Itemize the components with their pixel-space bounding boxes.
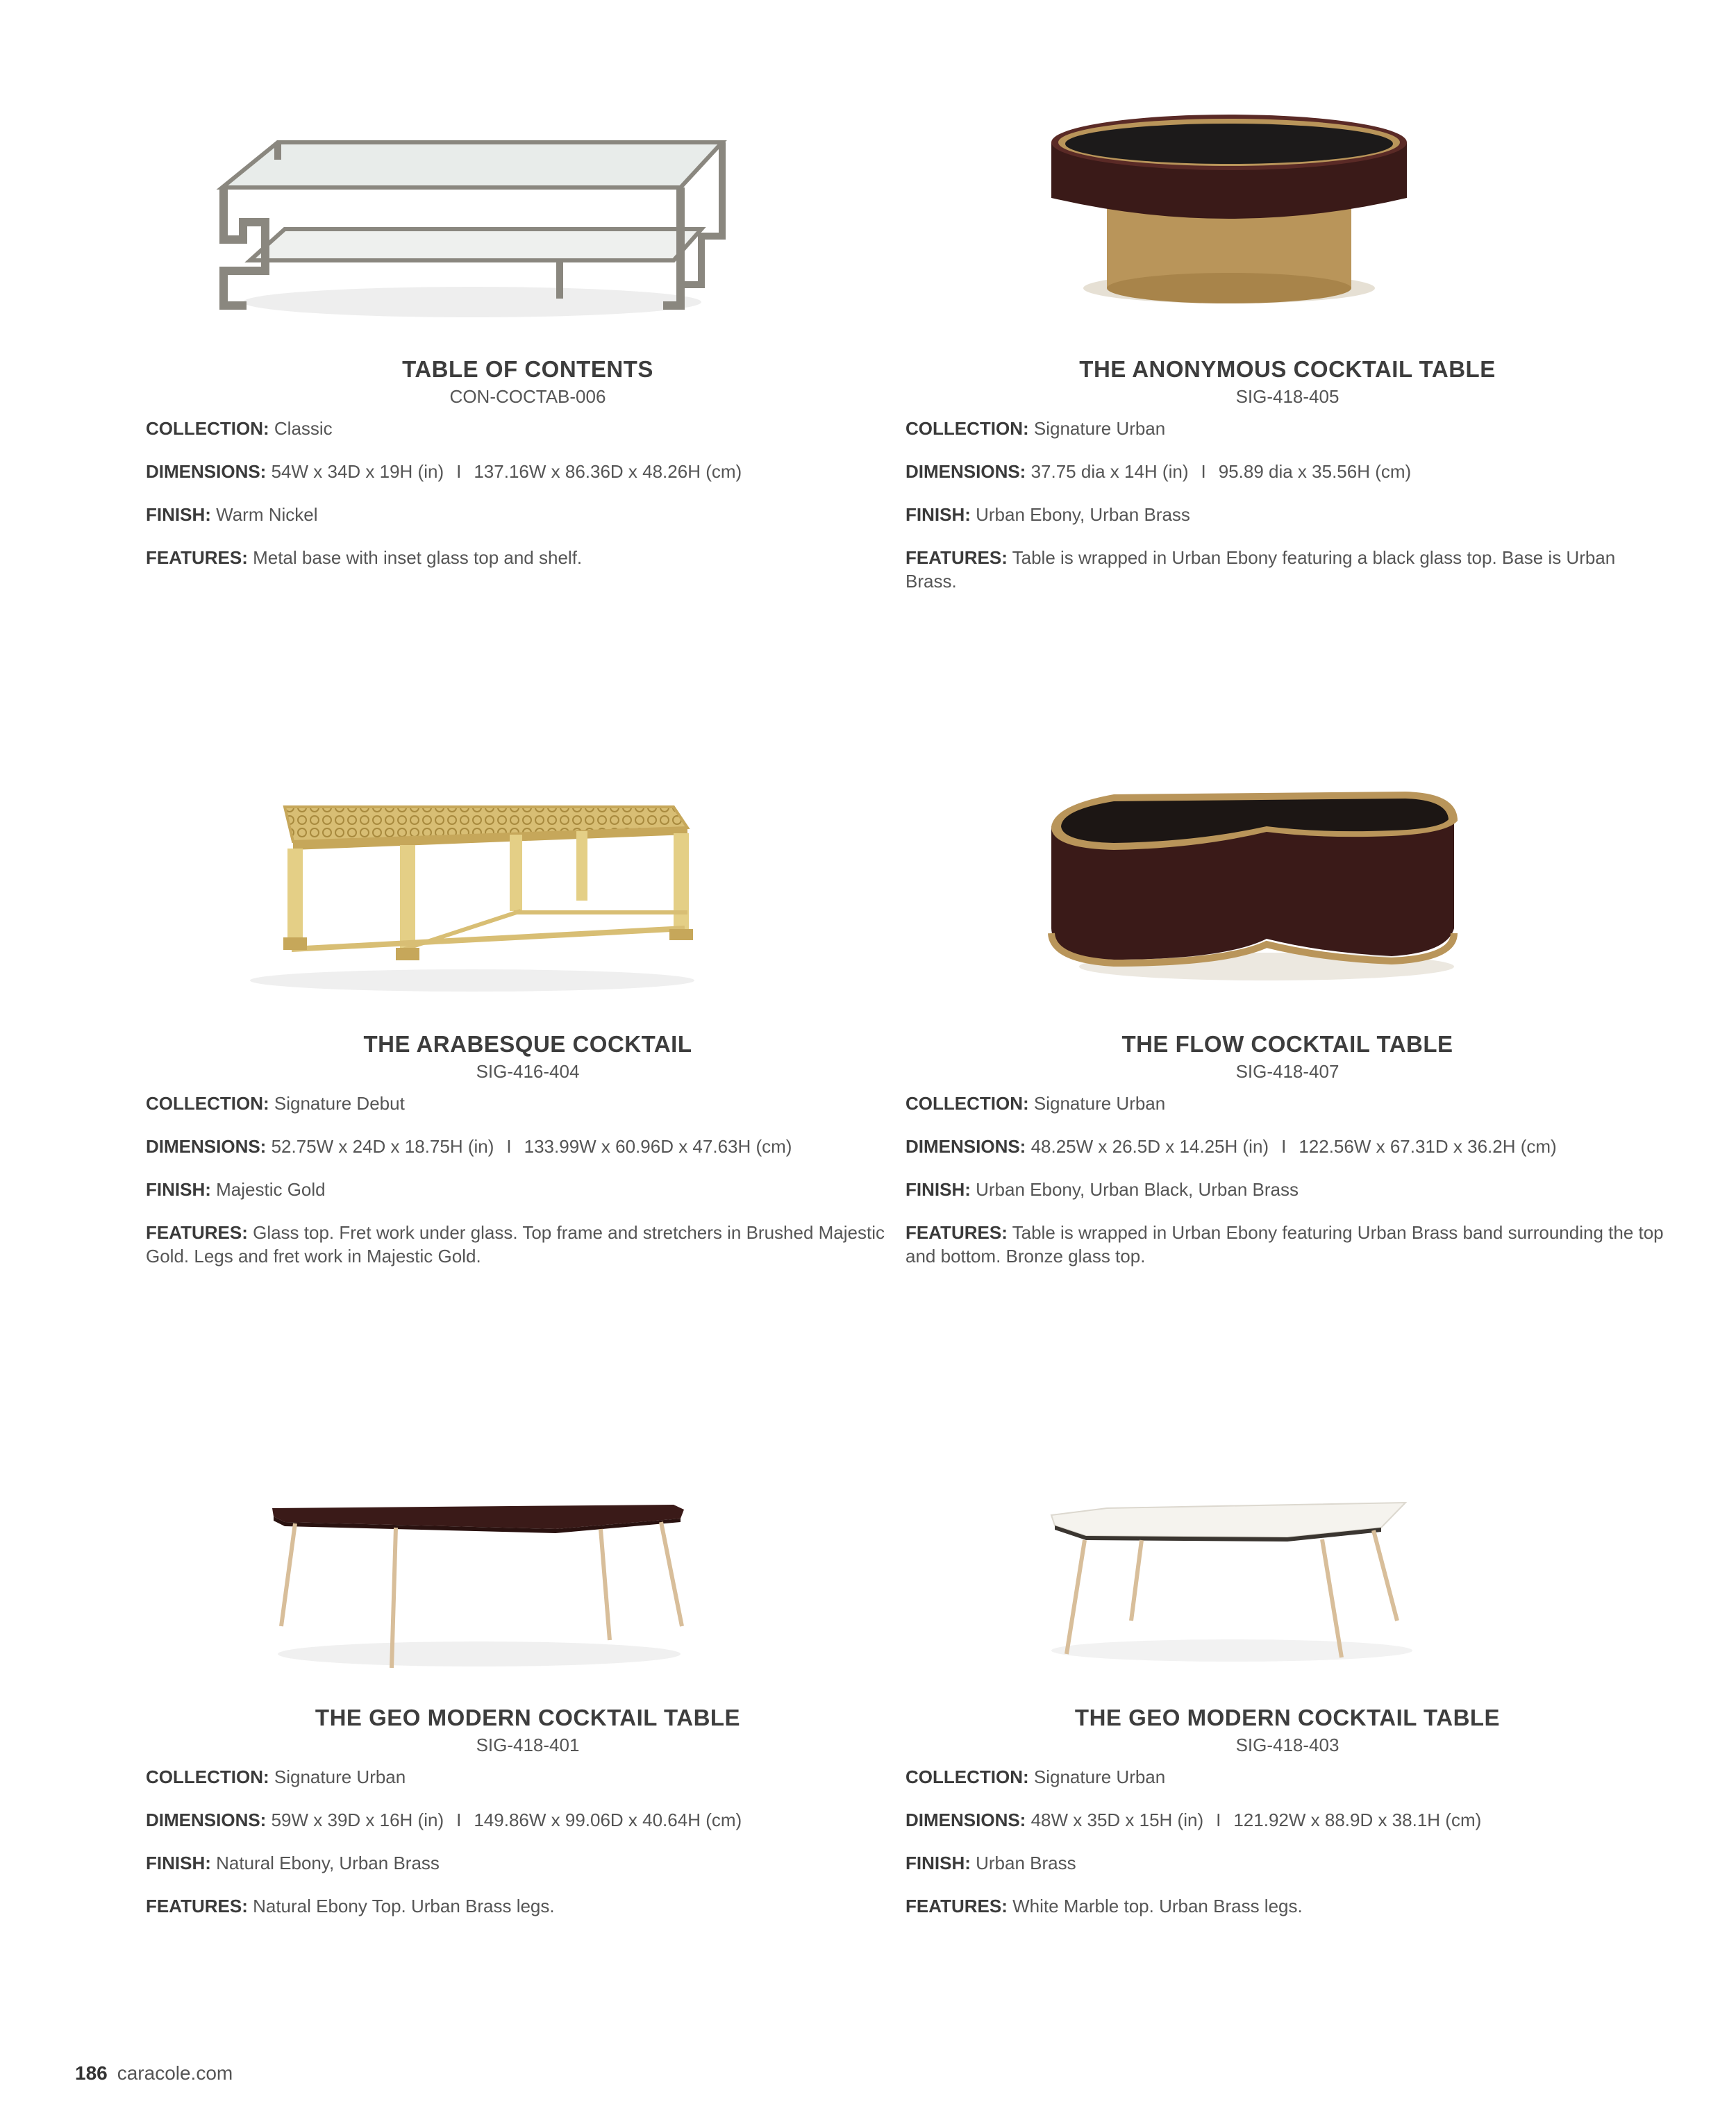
kidney-ebony-table-image xyxy=(905,751,1669,1015)
spec-label: FINISH: xyxy=(905,504,971,525)
dimensions-cm: 122.56W x 67.31D x 36.2H (cm) xyxy=(1299,1136,1557,1157)
spec-value: Urban Ebony, Urban Brass xyxy=(976,504,1190,525)
spec-value: Table is wrapped in Urban Ebony featuring Urban Brass band surrounding the top and bottom. Bronze glass top. xyxy=(905,1222,1664,1267)
spec-label: FEATURES: xyxy=(146,547,248,568)
finish-spec xyxy=(146,1178,910,1201)
product-image xyxy=(146,76,910,340)
dimensions-cm: 133.99W x 60.96D x 47.63H (cm) xyxy=(524,1136,792,1157)
spec-label: FEATURES: xyxy=(146,1222,248,1243)
dimensions-separator: I xyxy=(1281,1136,1287,1157)
product-sku: SIG-418-403 xyxy=(1235,1735,1339,1755)
dimensions-separator: I xyxy=(456,461,462,482)
spec-value: Signature Debut xyxy=(274,1093,405,1114)
collection-spec xyxy=(146,1092,910,1115)
product-image xyxy=(146,751,910,1015)
spec-label: FEATURES: xyxy=(146,1896,248,1916)
marble-geo-table-image xyxy=(905,1425,1669,1689)
dimensions-spec xyxy=(905,1808,1669,1832)
collection-spec xyxy=(146,1765,910,1789)
dimensions-inches: 54W x 34D x 19H (in) xyxy=(271,461,444,482)
spec-value: Signature Urban xyxy=(274,1766,406,1787)
spec-label: FINISH: xyxy=(146,1853,211,1873)
spec-value: Majestic Gold xyxy=(216,1179,326,1200)
spec-value: Urban Brass xyxy=(976,1853,1076,1873)
spec-label: FEATURES: xyxy=(905,1896,1008,1916)
features-spec xyxy=(905,1221,1669,1268)
spec-value: Glass top. Fret work under glass. Top frame and stretchers in Brushed Majestic Gold. Legs and fret work in Majestic Gold. xyxy=(146,1222,885,1267)
spec-label: FEATURES: xyxy=(905,547,1008,568)
product-specs xyxy=(146,1765,910,1918)
features-spec xyxy=(905,546,1669,593)
dimensions-cm: 137.16W x 86.36D x 48.26H (cm) xyxy=(474,461,742,482)
collection-spec xyxy=(905,1092,1669,1115)
spec-label: FINISH: xyxy=(146,504,211,525)
spec-label: FINISH: xyxy=(905,1179,971,1200)
dimensions-separator: I xyxy=(1201,461,1206,482)
nickel-glass-table-image xyxy=(146,76,910,340)
product-specs xyxy=(905,417,1669,593)
dimensions-separator: I xyxy=(1216,1810,1221,1830)
finish-spec xyxy=(905,1851,1669,1875)
product-specs xyxy=(146,1092,910,1268)
product-sku: SIG-418-407 xyxy=(1235,1061,1339,1082)
spec-label: DIMENSIONS: xyxy=(905,1810,1026,1830)
features-spec xyxy=(146,1221,910,1268)
dimensions-spec xyxy=(905,460,1669,483)
product-specs xyxy=(905,1092,1669,1268)
dimensions-cm: 121.92W x 88.9D x 38.1H (cm) xyxy=(1233,1810,1482,1830)
features-spec xyxy=(146,1894,910,1918)
product-card xyxy=(146,751,910,1287)
finish-spec xyxy=(146,1851,910,1875)
dimensions-spec xyxy=(905,1135,1669,1158)
dimensions-inches: 52.75W x 24D x 18.75H (in) xyxy=(271,1136,494,1157)
dimensions-cm: 149.86W x 99.06D x 40.64H (cm) xyxy=(474,1810,742,1830)
dimensions-cm: 95.89 dia x 35.56H (cm) xyxy=(1218,461,1412,482)
site-url[interactable]: caracole.com xyxy=(117,2062,233,2084)
finish-spec xyxy=(905,503,1669,526)
spec-value: Urban Ebony, Urban Black, Urban Brass xyxy=(976,1179,1299,1200)
spec-label: DIMENSIONS: xyxy=(905,1136,1026,1157)
dimensions-spec xyxy=(146,460,910,483)
spec-value: White Marble top. Urban Brass legs. xyxy=(1012,1896,1303,1916)
spec-label: FINISH: xyxy=(146,1179,211,1200)
spec-label: DIMENSIONS: xyxy=(146,461,267,482)
spec-label: COLLECTION: xyxy=(146,1093,269,1114)
dimensions-inches: 48.25W x 26.5D x 14.25H (in) xyxy=(1030,1136,1269,1157)
spec-label: COLLECTION: xyxy=(146,1766,269,1787)
product-sku: SIG-416-404 xyxy=(476,1061,580,1082)
ebony-geo-table-image xyxy=(146,1425,910,1689)
product-card xyxy=(905,751,1669,1287)
product-image xyxy=(905,751,1669,1015)
spec-value: Warm Nickel xyxy=(216,504,318,525)
product-name: THE FLOW COCKTAIL TABLE xyxy=(1121,1031,1453,1057)
product-image xyxy=(905,76,1669,340)
features-spec xyxy=(905,1894,1669,1918)
spec-value: Signature Urban xyxy=(1033,418,1166,439)
spec-value: Classic xyxy=(274,418,333,439)
collection-spec xyxy=(905,1765,1669,1789)
spec-value: Natural Ebony Top. Urban Brass legs. xyxy=(253,1896,555,1916)
spec-label: COLLECTION: xyxy=(905,418,1029,439)
product-sku: SIG-418-401 xyxy=(476,1735,580,1755)
ebony-drum-table-image xyxy=(905,76,1669,340)
spec-label: COLLECTION: xyxy=(905,1766,1029,1787)
collection-spec xyxy=(146,417,910,440)
spec-value: Natural Ebony, Urban Brass xyxy=(216,1853,440,1873)
product-specs xyxy=(146,417,910,569)
spec-label: COLLECTION: xyxy=(146,418,269,439)
page-footer xyxy=(75,2062,233,2085)
spec-label: COLLECTION: xyxy=(905,1093,1029,1114)
dimensions-inches: 48W x 35D x 15H (in) xyxy=(1030,1810,1204,1830)
dimensions-spec xyxy=(146,1135,910,1158)
spec-label: FEATURES: xyxy=(905,1222,1008,1243)
finish-spec xyxy=(905,1178,1669,1201)
product-card xyxy=(905,76,1669,612)
gold-fretwork-table-image xyxy=(146,751,910,1015)
spec-label: DIMENSIONS: xyxy=(146,1810,267,1830)
finish-spec xyxy=(146,503,910,526)
dimensions-inches: 59W x 39D x 16H (in) xyxy=(271,1810,444,1830)
product-name: TABLE OF CONTENTS xyxy=(402,356,653,382)
product-name: THE GEO MODERN COCKTAIL TABLE xyxy=(315,1705,741,1730)
product-image xyxy=(905,1425,1669,1689)
spec-label: DIMENSIONS: xyxy=(905,461,1026,482)
page-number: 186 xyxy=(75,2062,108,2084)
spec-label: FINISH: xyxy=(905,1853,971,1873)
product-card xyxy=(905,1425,1669,1937)
product-name: THE ARABESQUE COCKTAIL xyxy=(363,1031,692,1057)
product-card xyxy=(146,76,910,589)
product-card xyxy=(146,1425,910,1937)
product-name: THE ANONYMOUS COCKTAIL TABLE xyxy=(1079,356,1496,382)
product-specs xyxy=(905,1765,1669,1918)
product-image xyxy=(146,1425,910,1689)
collection-spec xyxy=(905,417,1669,440)
features-spec xyxy=(146,546,910,569)
spec-value: Signature Urban xyxy=(1033,1093,1166,1114)
dimensions-inches: 37.75 dia x 14H (in) xyxy=(1030,461,1189,482)
spec-label: DIMENSIONS: xyxy=(146,1136,267,1157)
spec-value: Metal base with inset glass top and shelf. xyxy=(253,547,583,568)
spec-value: Signature Urban xyxy=(1033,1766,1166,1787)
product-sku: CON-COCTAB-006 xyxy=(449,386,606,407)
product-sku: SIG-418-405 xyxy=(1235,386,1339,407)
dimensions-separator: I xyxy=(456,1810,462,1830)
dimensions-spec xyxy=(146,1808,910,1832)
spec-value: Table is wrapped in Urban Ebony featuring a black glass top. Base is Urban Brass. xyxy=(905,547,1616,592)
dimensions-separator: I xyxy=(506,1136,512,1157)
product-name: THE GEO MODERN COCKTAIL TABLE xyxy=(1074,1705,1501,1730)
